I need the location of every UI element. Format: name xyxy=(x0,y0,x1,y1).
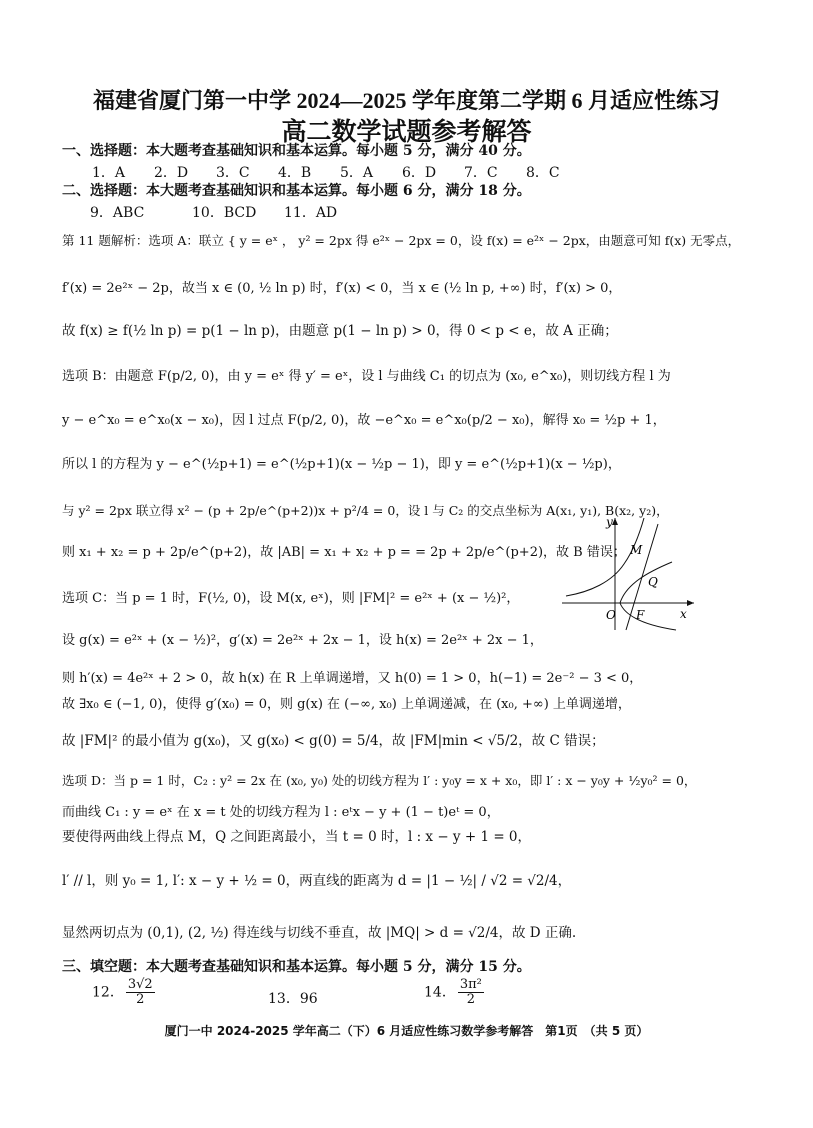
solution-line-9: 选项 C：当 p = 1 时，F(½, 0)，设 M(x, eˣ)，则 |FM|² = e²ˣ + (x − ½)²， xyxy=(62,591,520,606)
solution-line-12: 故 ∃x₀ ∈ (−1, 0)，使得 g′(x₀) = 0，则 g(x) 在 (−∞, x₀) 上单调递减，在 (x₀, +∞) 上单调递增， xyxy=(62,697,631,712)
y-axis-arrow xyxy=(612,518,618,525)
section1-heading: 一、选择题：本大题考查基础知识和基本运算。每小题 5 分，满分 40 分。 xyxy=(62,143,531,159)
answer-14-numerator: 3π² xyxy=(459,977,482,992)
solution-line-2: f′(x) = 2e²ˣ − 2p，故当 x ∈ (0, ½ ln p) 时，f′(x) < 0，当 x ∈ (½ ln p, +∞) 时，f′(x) > 0， xyxy=(62,281,622,296)
x-axis-arrow xyxy=(687,600,694,606)
solution-line-15: 而曲线 C₁ : y = eˣ 在 x = t 处的切线方程为 l : eᵗx − y + (1 − t)eᵗ = 0， xyxy=(62,805,500,820)
answer-3: 3．C xyxy=(216,165,250,181)
answer-12-denominator: 2 xyxy=(136,992,145,1007)
answer-14-fraction xyxy=(458,978,484,1007)
solution-line-8: 则 x₁ + x₂ = p + 2p/e^(p+2)，故 |AB| = x₁ + x₂ + p = = 2p + 2p/e^(p+2)，故 B 错误； xyxy=(62,545,626,560)
section2-heading: 二、选择题：本大题考查基础知识和基本运算。每小题 6 分，满分 18 分。 xyxy=(62,183,531,199)
solution-line-4: 选项 B：由题意 F(p/2, 0)，由 y = eˣ 得 y′ = eˣ，设 l 与曲线 C₁ 的切点为 (x₀, e^x₀)，则切线方程 l 为 xyxy=(62,369,671,384)
doc-title: 福建省厦门第一中学 2024—2025 学年度第二学期 6 月适应性练习 xyxy=(92,88,720,113)
solution-line-6: 所以 l 的方程为 y − e^(½p+1) = e^(½p+1)(x − ½p − 1)，即 y = e^(½p+1)(x − ½p)， xyxy=(62,457,621,472)
solution-line-13: 故 |FM|² 的最小值为 g(x₀)，又 g(x₀) < g(0) = 5/4，故 |FM|min < √5/2，故 C 错误； xyxy=(62,733,605,749)
answer-6: 6．D xyxy=(402,165,437,181)
solution-line-5: y − e^x₀ = e^x₀(x − x₀)，因 l 过点 F(p/2, 0)，故 −e^x₀ = e^x₀(p/2 − x₀)，解得 x₀ = ½p + 1， xyxy=(62,413,666,428)
solution-line-16: 要使得两曲线上得点 M，Q 之间距离最小，当 t = 0 时，l : x − y + 1 = 0， xyxy=(62,829,532,845)
figure-label-q: Q xyxy=(648,575,658,589)
answer-14-label: 14． xyxy=(424,984,456,1001)
answer-12-fraction xyxy=(126,978,155,1007)
figure-label-x: x xyxy=(680,607,687,621)
answer-2: 2．D xyxy=(154,165,189,181)
section3-heading: 三、填空题：本大题考查基础知识和基本运算。每小题 5 分，满分 15 分。 xyxy=(62,959,531,975)
figure-label-f: F xyxy=(636,608,645,622)
solution-line-3: 故 f(x) ≥ f(½ ln p) = p(1 − ln p)，由题意 p(1 − ln p) > 0，得 0 < p < e，故 A 正确； xyxy=(62,323,618,339)
answer-1: 1．A xyxy=(92,165,126,181)
solution-line-17: l′ // l，则 y₀ = 1, l′: x − y + ½ = 0，两直线的距离为 d = |1 − ½| / √2 = √2/4， xyxy=(62,873,572,889)
solution-line-7: 与 y² = 2px 联立得 x² − (p + 2p/e^(p+2))x + p²/4 = 0，设 l 与 C₂ 的交点坐标为 A(x₁, y₁), B(x₂, y₂)， xyxy=(62,503,669,518)
answer-5: 5．A xyxy=(340,165,374,181)
answer-14-denominator: 2 xyxy=(466,992,475,1007)
answer-7: 7．C xyxy=(464,165,498,181)
answer-10: 10．BCD xyxy=(192,205,257,221)
parabola-curve xyxy=(620,562,676,630)
answer-12 xyxy=(92,978,157,1007)
solution-line-10: 设 g(x) = e²ˣ + (x − ½)²，g′(x) = 2e²ˣ + 2x − 1，设 h(x) = 2e²ˣ + 2x − 1， xyxy=(62,633,543,648)
answer-11: 11．AD xyxy=(284,205,338,221)
page-footer: 厦门一中 2024-2025 学年高二（下）6 月适应性练习数学参考解答 第1页 （共 5 页） xyxy=(164,1024,649,1038)
figure-label-o: O xyxy=(606,608,616,622)
answer-4: 4．B xyxy=(278,165,312,181)
solution-line-1: 第 11 题解析：选项 A：联立 { y = eˣ ， y² = 2px 得 e²ˣ − 2px = 0，设 f(x) = e²ˣ − 2px，由题意可知 f(x) 无零点， xyxy=(62,233,741,248)
answer-12-numerator: 3√2 xyxy=(127,977,153,992)
figure-label-y: y xyxy=(606,515,613,529)
answer-9: 9．ABC xyxy=(90,205,145,221)
parabola-tangent-figure xyxy=(560,512,700,632)
answer-13: 13．96 xyxy=(268,991,318,1007)
figure-label-m: M xyxy=(630,543,643,557)
answer-12-label: 12． xyxy=(92,984,124,1001)
solution-line-11: 则 h′(x) = 4e²ˣ + 2 > 0，故 h(x) 在 R 上单调递增，又 h(0) = 1 > 0，h(−1) = 2e⁻² − 3 < 0， xyxy=(62,671,643,686)
solution-line-14: 选项 D：当 p = 1 时，C₂ : y² = 2x 在 (x₀, y₀) 处的切线方程为 l′ : y₀y = x + x₀，即 l′ : x − y₀y + ½y₀² = 0， xyxy=(62,773,697,788)
doc-subtitle: 高二数学试题参考解答 xyxy=(281,119,532,146)
solution-line-18: 显然两切点为 (0,1), (2, ½) 得连线与切线不垂直，故 |MQ| > d = √2/4，故 D 正确. xyxy=(62,925,577,941)
answer-8: 8．C xyxy=(526,165,560,181)
answer-14 xyxy=(424,978,486,1007)
